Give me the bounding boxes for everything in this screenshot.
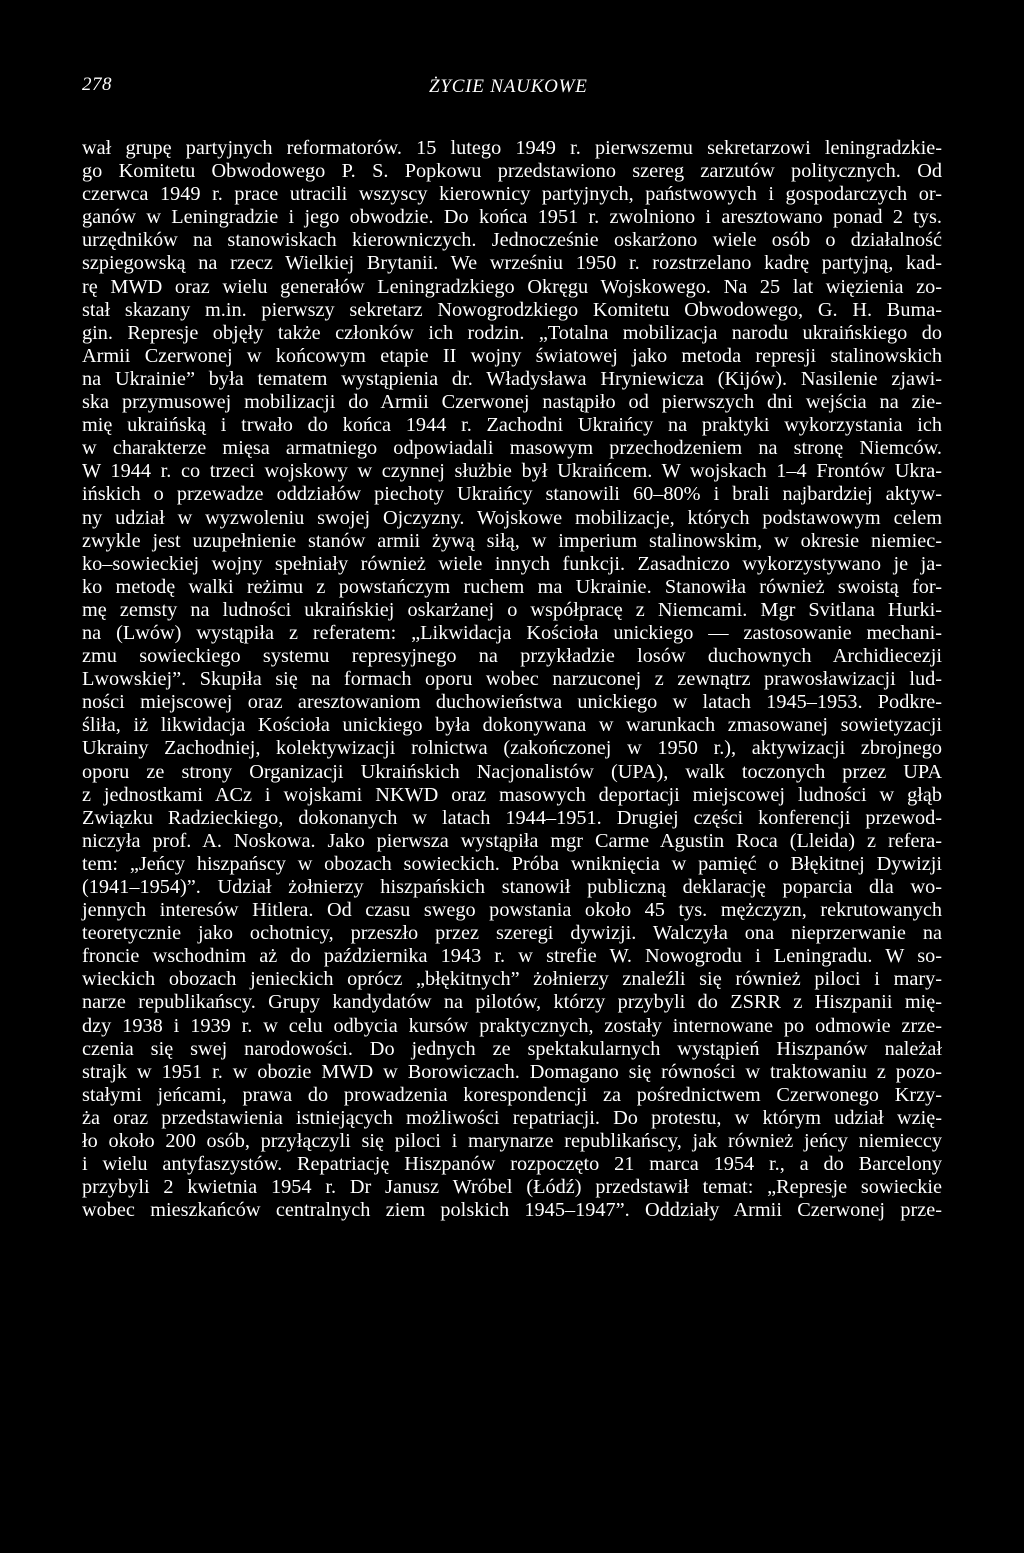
text-line: na Ukrainie” była tematem wystąpienia dr. Władysława Hryniewicza (Kijów). Nasilenie zjawi- <box>82 367 942 390</box>
text-line: froncie wschodnim aż do października 1943 r. w strefie W. Nowogrodu i Leningradu. W so- <box>82 945 942 968</box>
text-line: dzy 1938 i 1939 r. w celu odbycia kursów praktycznych, zostały internowane po odmowie zrze- <box>82 1014 942 1037</box>
text-line: i wielu antyfaszystów. Repatriację Hiszpanów rozpoczęto 21 marca 1954 r., a do Barcelony <box>82 1153 942 1176</box>
text-line: oporu ze strony Organizacji Ukraińskich Nacjonalistów (UPA), walk toczonych przez UPA <box>82 760 942 783</box>
text-line: czerwca 1949 r. prace utracili wszyscy kierownicy partyjnych, państwowych i gospodarczych or- <box>82 183 942 206</box>
page-number: 278 <box>82 74 112 95</box>
text-line: narze republikańscy. Grupy kandydatów na pilotów, którzy przybyli do ZSRR z Hiszpanii mię- <box>82 991 942 1014</box>
body-text <box>82 137 942 1222</box>
text-line: zmu sowieckiego systemu represyjnego na przykładzie losów duchownych Archidiecezji <box>82 645 942 668</box>
text-line: ińskich o przewadze oddziałów piechoty Ukraińcy stanowili 60–80% i brali najbardziej aktyw- <box>82 483 942 506</box>
text-line: niczyła prof. A. Noskowa. Jako pierwsza wystąpiła mgr Carme Agustin Roca (Lleida) z refera- <box>82 829 942 852</box>
text-line: urzędników na stanowiskach kierowniczych. Jednocześnie oskarżono wiele osób o działalność <box>82 229 942 252</box>
text-line: ganów w Leningradzie i jego obwodzie. Do końca 1951 r. zwolniono i aresztowano ponad 2 tys. <box>82 206 942 229</box>
text-line: mę zemsty na ludności ukraińskiej oskarżanej o współpracę z Niemcami. Mgr Svitlana Hurki- <box>82 598 942 621</box>
text-line: ko metodę walki reżimu z powstańczym ruchem ma Ukrainie. Stanowiła również swoistą for- <box>82 575 942 598</box>
text-line: wał grupę partyjnych reformatorów. 15 lutego 1949 r. pierwszemu sekretarzowi leningradzkie- <box>82 137 942 159</box>
text-line: strajk w 1951 r. w obozie MWD w Borowiczach. Domagano się równości w traktowaniu z pozo- <box>82 1060 942 1083</box>
text-line: tem: „Jeńcy hiszpańscy w obozach sowieckich. Próba wniknięcia w pamięć o Błękitnej Dywizji <box>82 852 942 875</box>
text-line: ża oraz przedstawienia istniejących możliwości repatriacji. Do protestu, w którym udział wzię- <box>82 1106 942 1129</box>
text-line: wieckich obozach jenieckich oprócz „błękitnych” żołnierzy znaleźli się również piloci i mary- <box>82 968 942 991</box>
text-line: ska przymusowej mobilizacji do Armii Czerwonej nastąpiło od pierwszych dni wejścia na zie- <box>82 391 942 414</box>
text-line: (1941–1954)”. Udział żołnierzy hiszpańskich stanowił publiczną deklarację poparcia dla wo- <box>82 876 942 898</box>
text-line: czenia się swej narodowości. Do jednych ze spektakularnych wystąpień Hiszpanów należał <box>82 1037 942 1060</box>
text-line: z jednostkami ACz i wojskami NKWD oraz masowych deportacji miejscowej ludności w głąb <box>82 783 942 806</box>
text-line: go Komitetu Obwodowego P. S. Popkowu przedstawiono szereg zarzutów politycznych. Od <box>82 160 942 183</box>
text-line: wobec mieszkańców centralnych ziem polskich 1945–1947”. Oddziały Armii Czerwonej prze- <box>82 1199 942 1222</box>
text-line: Armii Czerwonej w końcowym etapie II wojny światowej jako metoda represji stalinowskich <box>82 344 942 367</box>
text-line: Ukrainy Zachodniej, kolektywizacji rolnictwa (zakończonej w 1950 r.), aktywizacji zbrojnego <box>82 737 942 760</box>
running-title: ŻYCIE NAUKOWE <box>429 76 588 97</box>
text-line: Związku Radzieckiego, dokonanych w latach 1944–1951. Drugiej części konferencji przewod- <box>82 806 942 829</box>
text-line: zwykle jest uzupełnienie stanów armii żywą siłą, w imperium stalinowskim, w okresie niemiec- <box>82 529 942 552</box>
text-line: szpiegowską na rzecz Wielkiej Brytanii. We wrześniu 1950 r. rozstrzelano kadrę partyjną, kad- <box>82 252 942 275</box>
page-header <box>82 74 942 104</box>
text-line: stałymi jeńcami, prawa do prowadzenia korespondencji za pośrednictwem Czerwonego Krzy- <box>82 1083 942 1106</box>
text-line: ko–sowieckiej wojny spełniały również wiele innych funkcji. Zasadniczo wykorzystywano je ja- <box>82 552 942 575</box>
text-line: przybyli 2 kwietnia 1954 r. Dr Janusz Wróbel (Łódź) przedstawił temat: „Represje sowieckie <box>82 1176 942 1199</box>
text-line: Lwowskiej”. Skupiła się na formach oporu wobec narzuconej z zewnątrz prawosławizacji lud- <box>82 668 942 691</box>
text-line: jennych interesów Hitlera. Od czasu swego powstania około 45 tys. mężczyzn, rekrutowanych <box>82 899 942 922</box>
text-line: na (Lwów) wystąpiła z referatem: „Likwidacja Kościoła unickiego — zastosowanie mechani- <box>82 621 942 644</box>
text-line: ło około 200 osób, przyłączyli się piloci i marynarze republikańscy, jak również jeńcy niemieccy <box>82 1130 942 1153</box>
text-line: rę MWD oraz wielu generałów Leningradzkiego Okręgu Wojskowego. Na 25 lat więzienia zo- <box>82 275 942 298</box>
text-line: stał skazany m.in. pierwszy sekretarz Nowogrodzkiego Komitetu Obwodowego, G. H. Buma- <box>82 298 942 321</box>
text-line: ny udział w wyzwoleniu swojej Ojczyzny. Wojskowe mobilizacje, których podstawowym celem <box>82 506 942 529</box>
text-line: teoretycznie jako ochotnicy, przeszło przez szeregi dywizji. Walczyła ona nieprzerwanie na <box>82 922 942 945</box>
text-line: gin. Represje objęły także członków ich rodzin. „Totalna mobilizacja narodu ukraińskiego do <box>82 321 942 344</box>
text-line: w charakterze mięsa armatniego odpowiadali masowym przechodzeniem na stronę Niemców. <box>82 437 942 460</box>
text-line: W 1944 r. co trzeci wojskowy w czynnej służbie był Ukraińcem. W wojskach 1–4 Frontów Ukra- <box>82 460 942 483</box>
text-line: ności miejscowej oraz aresztowaniom duchowieństwa unickiego w latach 1945–1953. Podkre- <box>82 691 942 714</box>
text-line: mię ukraińską i trwało do końca 1944 r. Zachodni Ukraińcy na praktyki wykorzystania ich <box>82 414 942 437</box>
text-line: śliła, iż likwidacja Kościoła unickiego była dokonywana w warunkach zmasowanej sowietyzacji <box>82 714 942 737</box>
